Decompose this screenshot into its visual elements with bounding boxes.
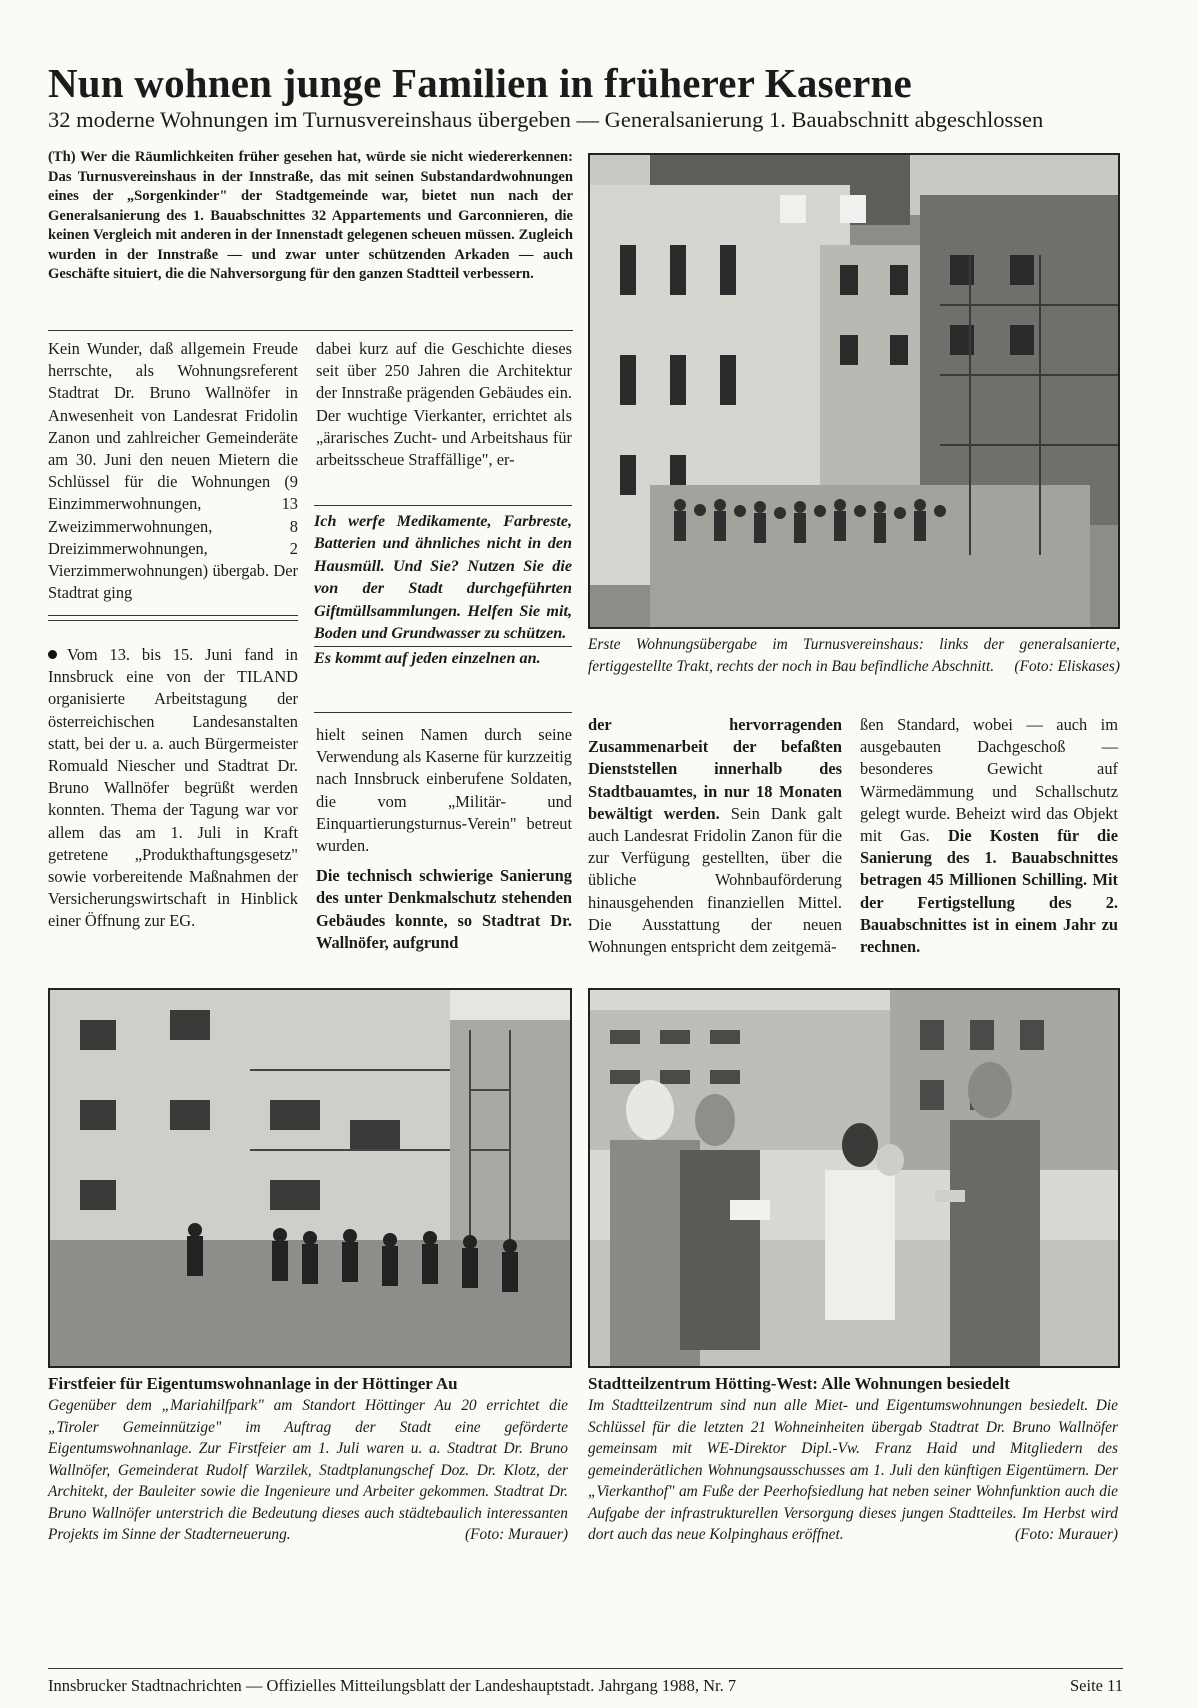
notice-divider-top-2 bbox=[48, 620, 298, 621]
photo-3-caption bbox=[588, 1395, 1118, 1546]
column-3-text: Sein Dank galt auch Landesrat Fridolin Zanon für die zur Verfügung gestellten, über die übliche Wohnbauförderung hinausgehenden finanziellen Mittel. Die Ausstattung der neuen Wohnungen entspricht dem zeitgemä- bbox=[588, 803, 842, 957]
page-footer bbox=[48, 1676, 1123, 1696]
photo-2-caption bbox=[48, 1395, 568, 1546]
box-border-top bbox=[314, 505, 572, 506]
photo-3-caption-text: Im Stadtteilzentrum sind nun alle Miet- und Eigentumswohnungen besiedelt. Die Schlüssel für die letzten 21 Wohneinheiten übergab Stadtrat Dr. Bruno Wallnöfer gemeinsam mit WE-Direktor Dipl.-Vw. Franz Haid und Mitgliedern des gemeinderätlichen Wohnungsausschusses am 1. Juli den künftigen Eigentümern. Der „Vierkanthof" am Fuße der Peerhofsiedlung hat neben seiner Wohnfunktion auch die Aufgabe der infrastrukturellen Versorgung dieses jungen Stadtteiles. Im Herbst wird dort auch das neue Kolpinghaus eröffnet. bbox=[588, 1397, 1118, 1543]
bullet-icon bbox=[48, 650, 57, 659]
page-number: Seite 11 bbox=[1069, 1676, 1123, 1695]
column-2-bold: Die technisch schwierige Sanierung des unter Denkmalschutz stehenden Gebäudes konnte, so Stadtrat Dr. Wallnöfer, aufgrund bbox=[316, 866, 572, 952]
photo-3-credit: (Foto: Murauer) bbox=[1014, 1526, 1118, 1543]
photo-1-caption-text: Erste Wohnungsübergabe im Turnusvereinshaus: links der generalsanierte, fertiggestellte Trakt, rechts der noch in Bau befindliche Abschnitt. bbox=[588, 636, 1120, 675]
waste-notice-slogan: Es kommt auf jeden einzelnen an. bbox=[314, 646, 572, 669]
column-4-text: ßen Standard, wobei — auch im ausgebauten Dachgeschoß — besonderes Gewicht auf Wärmedämmung und Schallschutz gelegt wurde. Beheizt wird das Objekt mit Gas. bbox=[860, 715, 1118, 846]
photo-hoetting-west bbox=[588, 988, 1120, 1368]
photo-firstfeier bbox=[48, 988, 572, 1368]
courtyard-photo-illustration bbox=[590, 155, 1118, 627]
photo-1-caption bbox=[588, 634, 1120, 677]
photo-3-title: Stadtteilzentrum Hötting-West: Alle Wohnungen besiedelt bbox=[588, 1374, 1010, 1393]
waste-notice-text: Ich werfe Medikamente, Farbreste, Batterien und ähnliches nicht in den Hausmüll. Und Sie? Nutzen Sie die von der Stadt durchgeführten Giftmüllsammlungen. Helfen Sie mit, Boden und Grundwasser zu schützen. bbox=[314, 512, 572, 643]
column-4-bold: Die Kosten für die Sanierung des 1. Bauabschnittes betragen 45 Millionen Schilling. Mit der Fertigstellung des 2. Bauabschnittes ist in einem Jahr zu rechnen. bbox=[860, 826, 1118, 957]
column-2-bottom bbox=[316, 724, 572, 954]
box-border-bottom bbox=[314, 712, 572, 713]
footer-publication: Innsbrucker Stadtnachrichten — Offizielles Mitteilungsblatt der Landeshauptstadt. Jahrgang 1988, Nr. 7 bbox=[48, 1676, 737, 1695]
waste-notice-box bbox=[314, 510, 572, 670]
photo-turnusvereinshaus bbox=[588, 153, 1120, 629]
column-4 bbox=[860, 714, 1118, 958]
construction-photo-illustration bbox=[50, 990, 570, 1366]
notice-text: Vom 13. bis 15. Juni fand in Innsbruck eine von der TILAND organisierte Arbeitstagung der österreichischen Landesanstalten statt, bei der u. a. auch Bürgermeister Romuald Niescher und Stadtrat Dr. Bruno Wallnöfer begrüßt werden konnten. Thema der Tagung war vor allem das am 1. Juli in Kraft getretene „Produkthaftungsgesetz" sowie vorbereitende Maßnahmen der Versicherungswirtschaft in Hinblick einer Öffnung zur EG. bbox=[48, 645, 298, 931]
column-1-notice bbox=[48, 644, 298, 933]
photo-2-caption-text: Gegenüber dem „Mariahilfpark" am Standort Höttinger Au 20 errichtet die „Tiroler Gemeinnützige" im Auftrag der Stadt eine geförderte Eigentumswohnanlage. Zur Firstfeier am 1. Juli waren u. a. Stadtrat Dr. Bruno Wallnöfer, Gemeinderat Rudolf Warzilek, Stadtplanungschef Doz. Dr. Klotz, der Architekt, der Bauleiter sowie die Ingenieure und Arbeiter gekommen. Stadtrat Dr. Bruno Wallnöfer unterstrich die Bedeutung dieses auch städtebaulich interessanten Projekts im Sinne der Stadterneuerung. bbox=[48, 1397, 568, 1543]
photo-2-credit: (Foto: Murauer) bbox=[464, 1526, 568, 1543]
subheadline: 32 moderne Wohnungen im Turnusvereinshaus übergeben — Generalsanierung 1. Bauabschnitt abgeschlossen bbox=[48, 107, 1044, 132]
lead-divider bbox=[48, 330, 573, 331]
footer-divider bbox=[48, 1668, 1123, 1669]
photo-1-credit: (Foto: Eliskases) bbox=[1014, 657, 1120, 675]
column-2-top: dabei kurz auf die Geschichte dieses seit über 250 Jahren die Architektur der Innstraße prägenden Gebäudes ein. Der wuchtige Vierkanter, errichtet als „ärarisches Zucht- und Arbeitshaus für arbeitsscheue Straffällige", er- bbox=[316, 339, 572, 470]
lead-paragraph: (Th) Wer die Räumlichkeiten früher gesehen hat, würde sie nicht wiedererkennen: Das Turnusvereinshaus in der Innstraße, das mit seinen Substandardwohnungen eines der „Sorgenkinder" der Stadtgemeinde war, bietet nun nach der Generalsanierung des 1. Bauabschnittes 32 Appartements und Garconnieren, die keinen Vergleich mit anderen in der Innenstadt gelegenen scheuen müssen. Zugleich wurden in der Innstraße — und zwar unter schützenden Arkaden — auch Geschäfte situiert, die die Nahversorgung für den ganzen Stadtteil verbessern. bbox=[48, 149, 573, 282]
headline: Nun wohnen junge Familien in früherer Kaserne bbox=[48, 60, 912, 106]
column-3 bbox=[588, 714, 842, 958]
column-3-bold: der hervorragenden Zusammenarbeit der befaßten Dienststellen innerhalb des Stadtbauamtes, in nur 18 Monaten bewältigt werden. bbox=[588, 715, 842, 823]
notice-divider-top bbox=[48, 615, 298, 616]
key-handover-photo-illustration bbox=[590, 990, 1118, 1366]
photo-2-title: Firstfeier für Eigentumswohnanlage in der Höttinger Au bbox=[48, 1374, 458, 1393]
column-1-paragraph: Kein Wunder, daß allgemein Freude herrschte, als Wohnungsreferent Stadtrat Dr. Bruno Wallnöfer in Anwesenheit von Landesrat Fridolin Zanon und zahlreicher Gemeinderäte am 30. Juni den neuen Mietern die Schlüssel für die Wohnungen (9 Einzimmerwohnungen, 13 Zweizimmerwohnungen, 8 Dreizimmerwohnungen, 2 Vierzimmerwohnungen) übergab. Der Stadtrat ging bbox=[48, 339, 298, 603]
column-2-text: hielt seinen Namen durch seine Verwendung als Kaserne für kurzzeitig nach Innsbruck einberufene Soldaten, die vom „Militär- und Einquartierungsturnus-Verein" betreut wurden. bbox=[316, 725, 572, 856]
